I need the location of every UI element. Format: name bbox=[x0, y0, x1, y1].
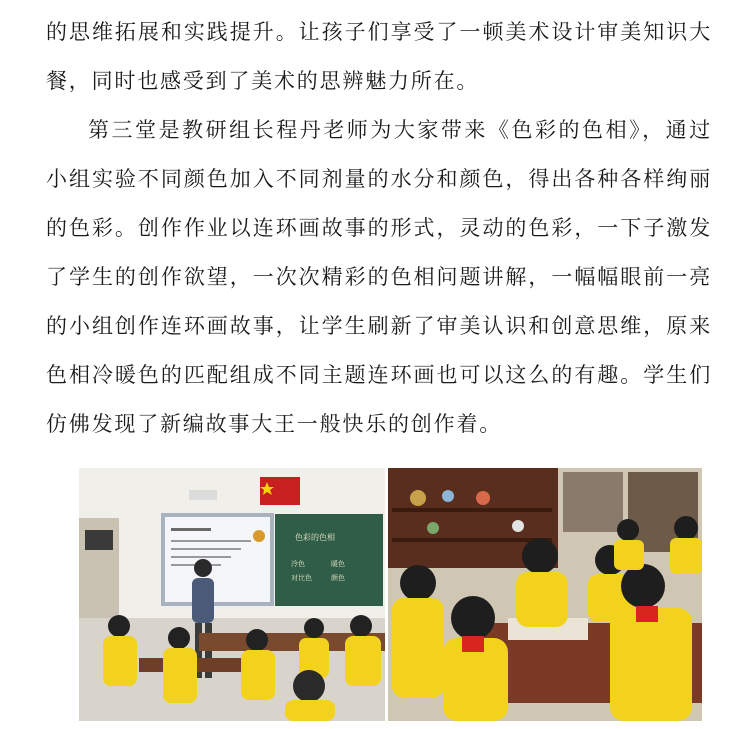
paragraph-2: 第三堂是教研组长程丹老师为大家带来《色彩的色相》，通过小组实验不同颜色加入不同剂量的水分和颜色，得出各种各样绚丽的色彩。创作作业以连环画故事的形式，灵动的色彩，一下子激发了学生的创作欲望，一次次精彩的色相问题讲解，一幅幅眼前一亮的小组创作连环画故事，让学生刷新了审美认识和创意思维，原来色相冷暖色的匹配组成不同主题连环画也可以这么的有趣。学生们仿佛发现了新编故事大王一般快乐的创作着。 bbox=[46, 118, 712, 436]
blackboard-word-3: 对比色 bbox=[291, 574, 312, 582]
blackboard-word-4: 颜色 bbox=[331, 574, 345, 582]
blackboard-title: 色彩的色相 bbox=[295, 533, 335, 542]
blackboard-word-1: 冷色 bbox=[291, 560, 305, 568]
classroom-photo-image bbox=[79, 468, 385, 721]
students-drawing-photo bbox=[388, 468, 702, 721]
students-drawing-photo-image bbox=[388, 468, 702, 721]
photo-row bbox=[79, 468, 702, 721]
blackboard-word-2: 暖色 bbox=[331, 560, 345, 568]
paragraph-1: 的思维拓展和实践提升。让孩子们享受了一顿美术设计审美知识大餐，同时也感受到了美术的思辨魅力所在。 bbox=[46, 20, 712, 93]
article-body bbox=[46, 8, 712, 449]
classroom-photo bbox=[79, 468, 385, 721]
